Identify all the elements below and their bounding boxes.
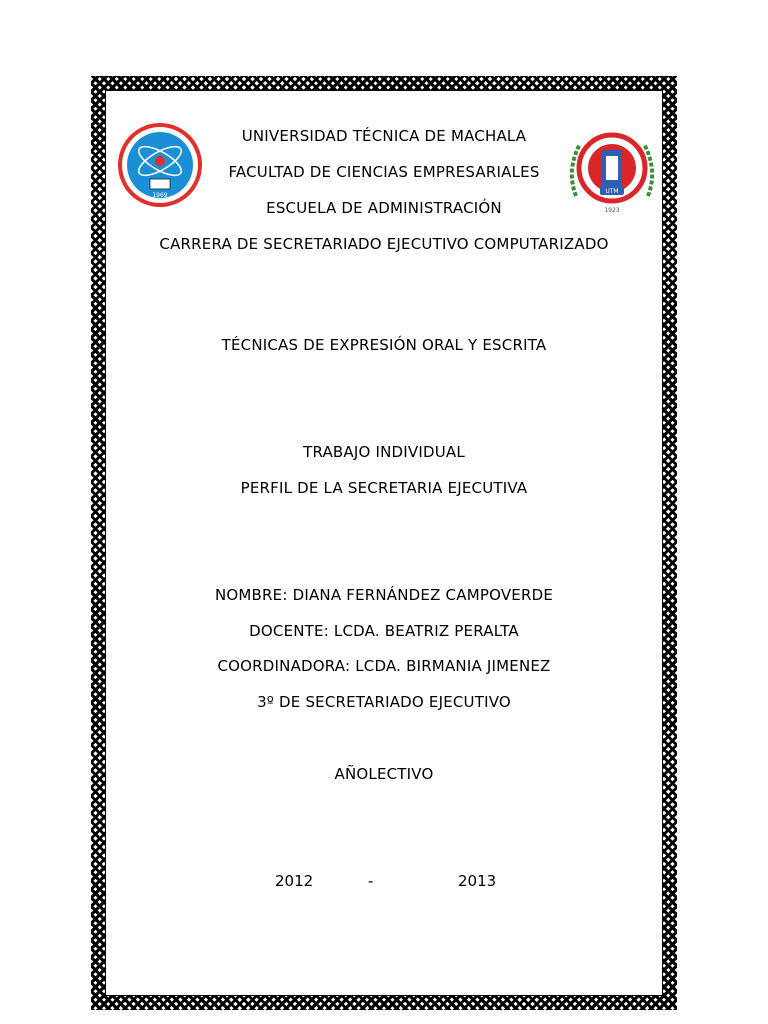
year-end: 2013 [458,872,497,890]
faculty-name: FACULTAD DE CIENCIAS EMPRESARIALES [228,163,540,181]
teacher-name: DOCENTE: LCDA. BEATRIZ PERALTA [249,622,519,640]
work-title: PERFIL DE LA SECRETARIA EJECUTIVA [240,479,528,497]
faculty-badge: UTM [605,188,619,195]
coordinator-name: COORDINADORA: LCDA. BIRMANIA JIMENEZ [217,657,551,675]
university-name: UNIVERSIDAD TÉCNICA DE MACHALA [241,127,527,145]
seal-year: 1969 [152,192,168,199]
year-start: 2012 [275,872,314,890]
student-name: NOMBRE: DIANA FERNÁNDEZ CAMPOVERDE [214,586,554,604]
decorative-page-border [91,76,677,1010]
school-name: ESCUELA DE ADMINISTRACIÓN [266,199,502,217]
year-separator: - [368,872,374,890]
cover-page [105,90,663,996]
course-name: 3º DE SECRETARIADO EJECUTIVO [257,693,511,711]
subject-title: TÉCNICAS DE EXPRESIÓN ORAL Y ESCRITA [221,336,547,354]
faculty-year: 1923 [604,207,620,214]
work-type: TRABAJO INDIVIDUAL [303,443,465,461]
career-name: CARRERA DE SECRETARIADO EJECUTIVO COMPUTARIZADO [159,235,609,253]
academic-year-label: AÑOLECTIVO [334,765,434,783]
